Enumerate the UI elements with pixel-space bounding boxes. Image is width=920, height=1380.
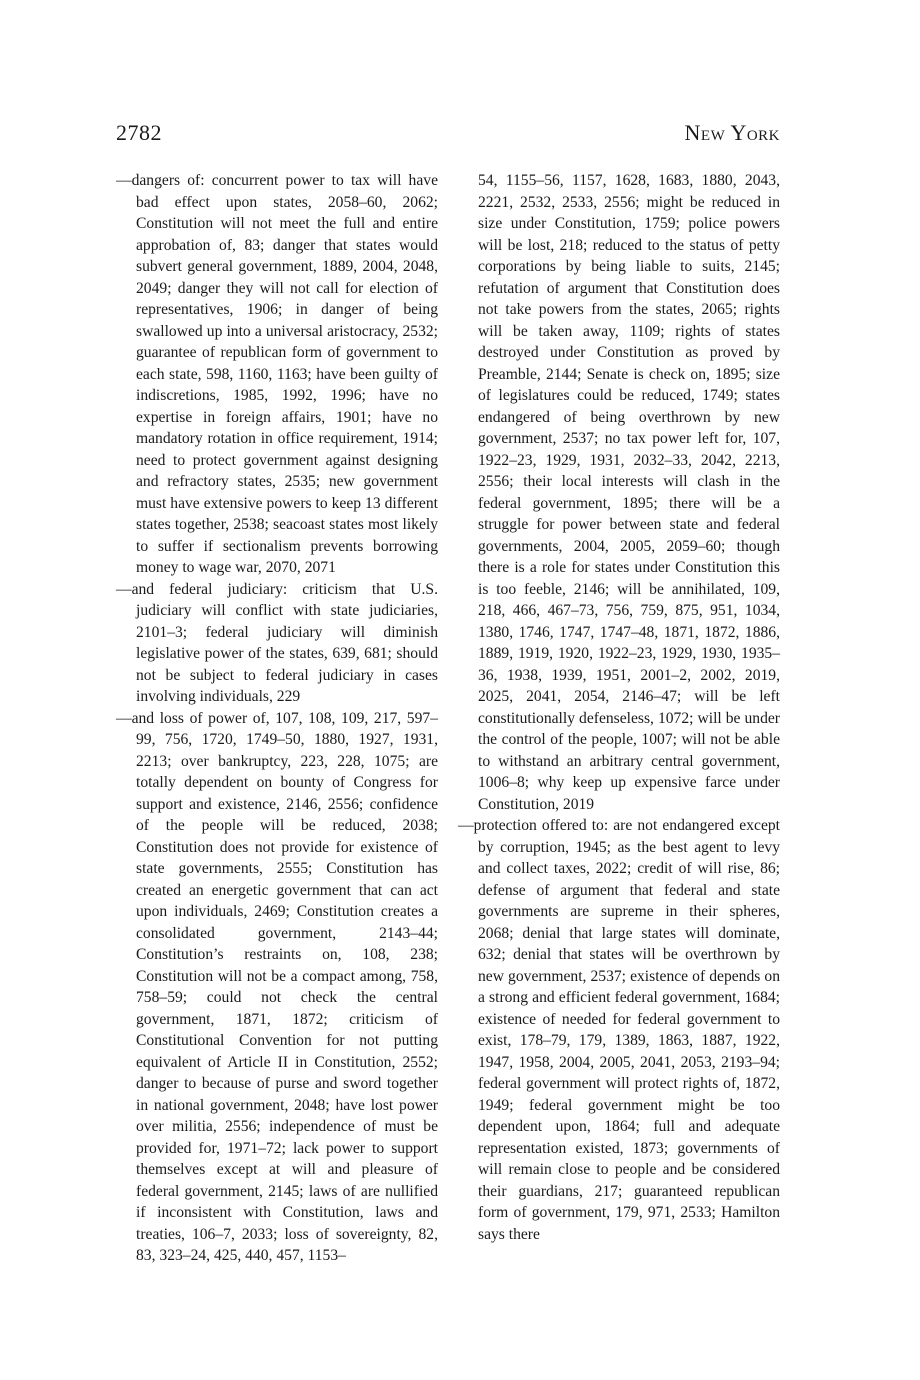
right-column bbox=[458, 170, 780, 1245]
index-entry-loss-of-power-continued: 54, 1155–56, 1157, 1628, 1683, 1880, 2043, 2221, 2532, 2533, 2556; might be reduced in size under Constitution, 1759; police powers will be lost, 218; reduced to the status of petty corporations by being liable to suits, 2145; refutation of argument that Constitution does not take powers from the states, 2065; rights will be taken away, 1109; rights of states destroyed under Constitution as proved by Preamble, 2144; Senate is check on, 1895; size of legislatures could be reduced, 1749; states endangered of being overthrown by new government, 2537; no tax power left for, 107, 1922–23, 1929, 1931, 2032–33, 2042, 2213, 2556; their local interests will clash in the federal government, 1895; there will be a struggle for power between state and federal governments, 2004, 2005, 2059–60; though there is a role for states under Constitution this is too feeble, 2146; will be annihilated, 109, 218, 466, 467–73, 756, 759, 875, 951, 1034, 1380, 1746, 1747, 1747–48, 1871, 1872, 1886, 1889, 1919, 1920, 1922–23, 1929, 1930, 1935–36, 1938, 1939, 1951, 2001–2, 2002, 2019, 2025, 2041, 2054, 2146–47; will be left constitutionally defenseless, 1072; will be under the control of the people, 1007; will not be able to withstand an arbitrary central government, 1006–8; why keep up expensive farce under Constitution, 2019 bbox=[478, 172, 780, 813]
page-number: 2782 bbox=[116, 120, 162, 145]
left-column bbox=[116, 170, 438, 1267]
index-entry-loss-of-power: —and loss of power of, 107, 108, 109, 217, 597–99, 756, 1720, 1749–50, 1880, 1927, 1931, 2213; over bankruptcy, 223, 228, 1075; are totally dependent on bounty of Congress for support and existence, 2146, 2556; confidence of the people will be reduced, 2038; Constitution does not provide for existence of state governments, 2555; Constitution has created an energetic government that can act upon individuals, 2469; Constitution creates a consolidated government, 2143–44; Constitution’s restraints on, 108, 238; Constitution will not be a compact among, 758, 758–59; could not check the central government, 1871, 1872; criticism of Constitutional Convention for not putting equivalent of Article II in Constitution, 2552; danger to because of purse and sword together in national government, 2048; have lost power over militia, 2556; independence of must be provided for, 1971–72; lack power to support themselves except at will and pleasure of federal government, 2145; laws of are nullified if inconsistent with Constitution, laws and treaties, 106–7, 2033; loss of sovereignty, 82, 83, 323–24, 425, 440, 457, 1153– bbox=[116, 709, 438, 1264]
running-head: New York bbox=[684, 120, 780, 145]
index-entry-protection: —protection offered to: are not endangered except by corruption, 1945; as the best agent to levy and collect taxes, 2022; credit of will rise, 86; defense of argument that federal and state governments are supreme in their spheres, 2068; denial that large states will dominate, 632; denial that states will be overthrown by new government, 2537; existence of depends on a strong and efficient federal government, 1684; existence of needed for federal government to exist, 178–79, 179, 1389, 1863, 1887, 1922, 1947, 1958, 2004, 2005, 2041, 2053, 2193–94; federal government will protect rights of, 1872, 1949; federal government might be too dependent upon, 1864; full and adequate representation existed, 1873; governments of will remain close to people and be considered their guardians, 217; guaranteed republican form of government, 179, 971, 2533; Hamilton says there bbox=[458, 817, 780, 1243]
index-entry-federal-judiciary: —and federal judiciary: criticism that U.S. judiciary will conflict with state judiciaries, 2101–3; federal judiciary will diminish legislative power of the states, 639, 681; should not be subject to federal judiciary in cases involving individuals, 229 bbox=[116, 580, 438, 705]
index-entry-dangers: —dangers of: concurrent power to tax will have bad effect upon states, 2058–60, 2062; Constitution will not meet the full and entire approbation of, 83; danger that states would subvert general government, 1889, 2004, 2048, 2049; danger they will not call for election of representatives, 1906; in danger of being swallowed up into a universal aristocracy, 2532; guarantee of republican form of government to each state, 598, 1160, 1163; have been guilty of indiscretions, 1985, 1992, 1996; have no expertise in foreign affairs, 1901; have no mandatory rotation in office requirement, 1914; need to protect government against designing and refractory states, 2535; new government must have extensive powers to keep 13 different states together, 2538; seacoast states most likely to suffer if sectionalism prevents borrowing money to wage war, 2070, 2071 bbox=[116, 172, 438, 576]
